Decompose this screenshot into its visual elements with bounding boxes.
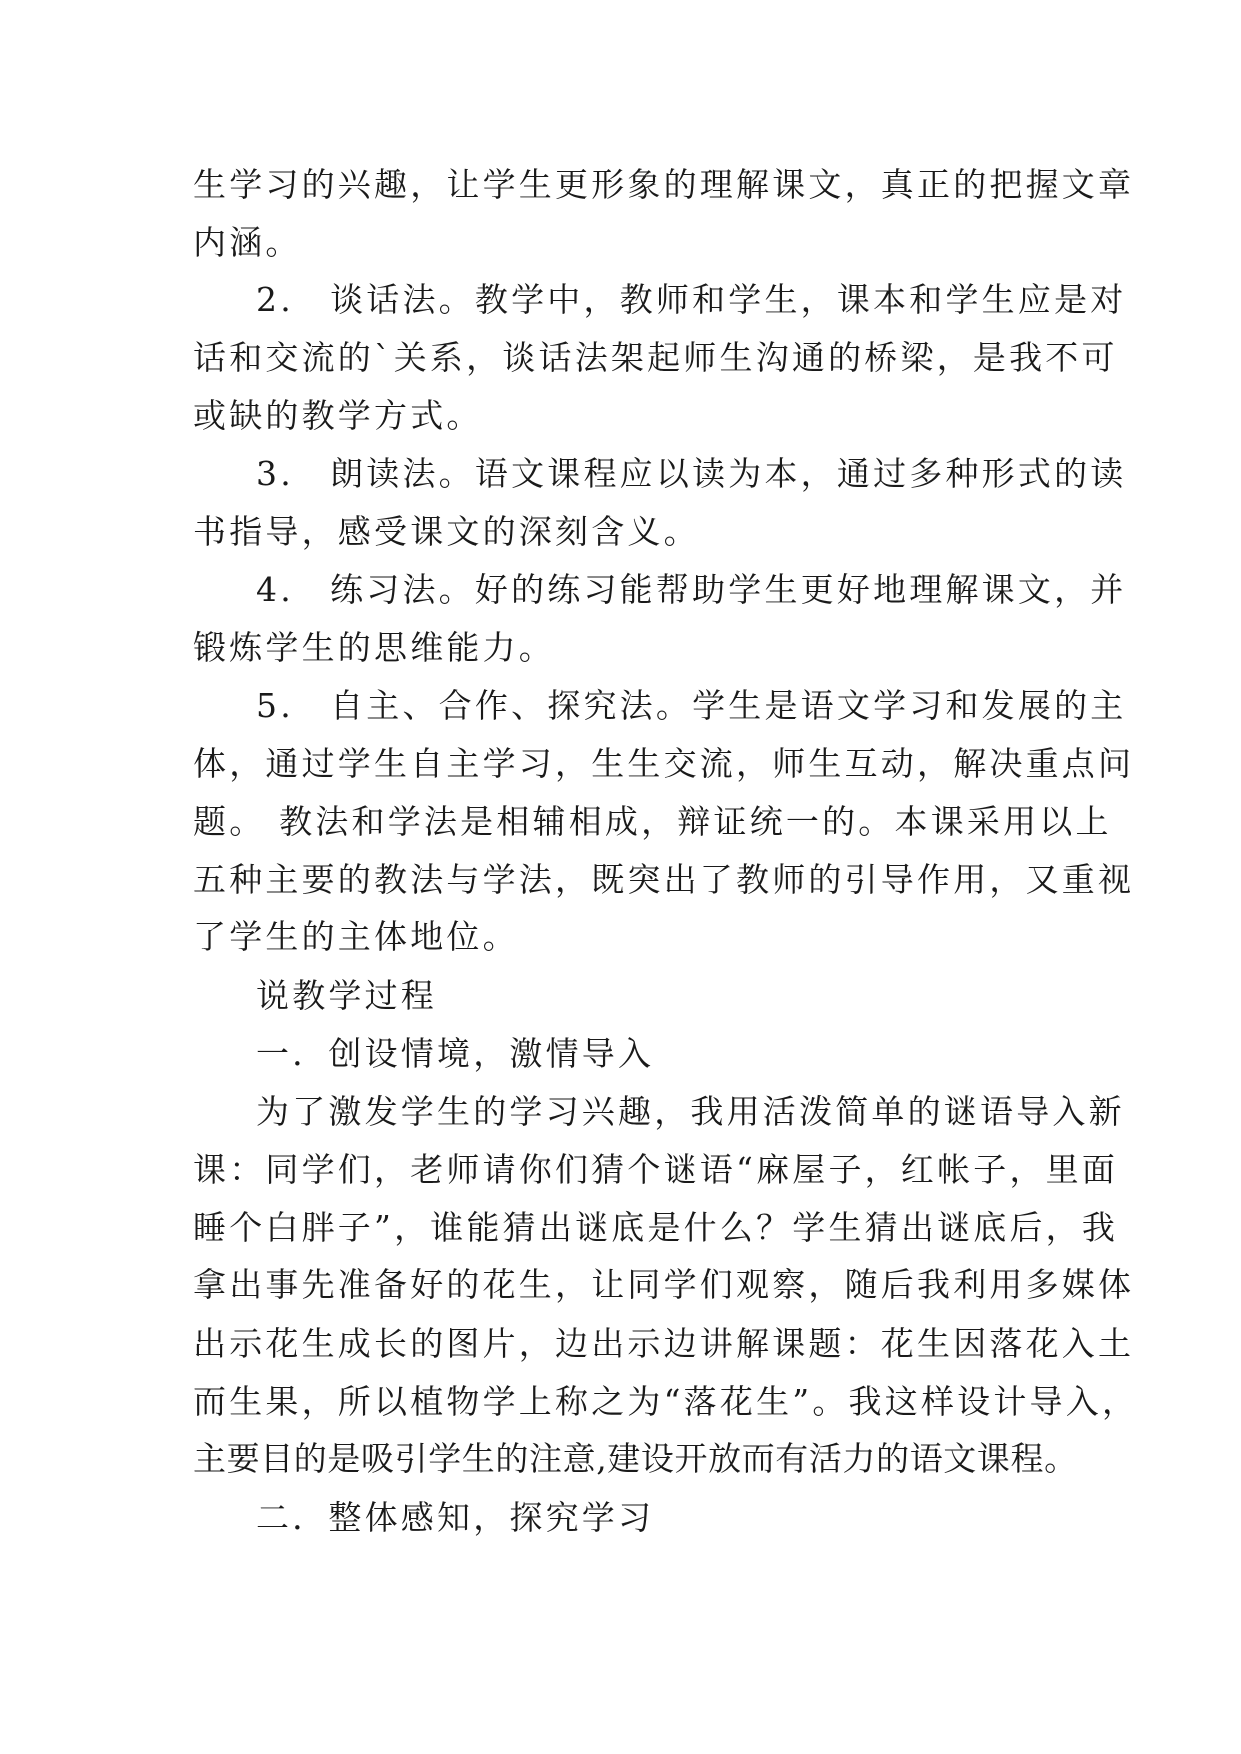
section-heading: 说教学过程 xyxy=(256,976,437,1015)
text-line: 了学生的主体地位。 xyxy=(193,917,519,956)
text-line: 课：同学们，老师请你们猜个谜语“麻屋子，红帐子，里面 xyxy=(193,1150,1119,1189)
text-line: 书指导，感受课文的深刻含义。 xyxy=(193,512,700,551)
list-item-talk-method: 2. 谈话法。教学中，教师和学生，课本和学生应是对 xyxy=(256,280,1127,319)
text-line: 题。 教法和学法是相辅相成，辩证统一的。本课采用以上 xyxy=(193,802,1112,841)
text-line: 睡个白胖子”，谁能猜出谜底是什么？学生猜出谜底后，我 xyxy=(193,1208,1119,1247)
text-line: 锻炼学生的思维能力。 xyxy=(193,628,555,667)
subsection-heading: 一．创设情境，激情导入 xyxy=(256,1034,655,1073)
list-item-practice-method: 4. 练习法。好的练习能帮助学生更好地理解课文，并 xyxy=(256,570,1127,609)
text-line: 拿出事先准备好的花生，让同学们观察，随后我利用多媒体 xyxy=(193,1265,1135,1304)
text-line: 或缺的教学方式。 xyxy=(193,396,483,435)
list-item-reading-method: 3. 朗读法。语文课程应以读为本，通过多种形式的读 xyxy=(256,454,1127,493)
text-line: 主要目的是吸引学生的注意,建设开放而有活力的语文课程。 xyxy=(193,1439,1078,1478)
paragraph-start: 为了激发学生的学习兴趣，我用活泼简单的谜语导入新 xyxy=(256,1092,1125,1131)
text-line: 话和交流的`关系，谈话法架起师生沟通的桥梁，是我不可 xyxy=(193,338,1118,377)
subsection-heading: 二．整体感知，探究学习 xyxy=(256,1498,655,1537)
text-line: 内涵。 xyxy=(193,223,302,262)
text-line: 而生果，所以植物学上称之为“落花生”。我这样设计导入， xyxy=(193,1382,1139,1421)
text-line: 出示花生成长的图片，边出示边讲解课题：花生因落花入土 xyxy=(193,1324,1135,1363)
text-line: 五种主要的教法与学法，既突出了教师的引导作用，又重视 xyxy=(193,860,1135,899)
text-line: 体，通过学生自主学习，生生交流，师生互动，解决重点问 xyxy=(193,744,1135,783)
text-line: 生学习的兴趣，让学生更形象的理解课文，真正的把握文章 xyxy=(193,165,1135,204)
list-item-inquiry-method: 5. 自主、合作、探究法。学生是语文学习和发展的主 xyxy=(256,686,1127,725)
